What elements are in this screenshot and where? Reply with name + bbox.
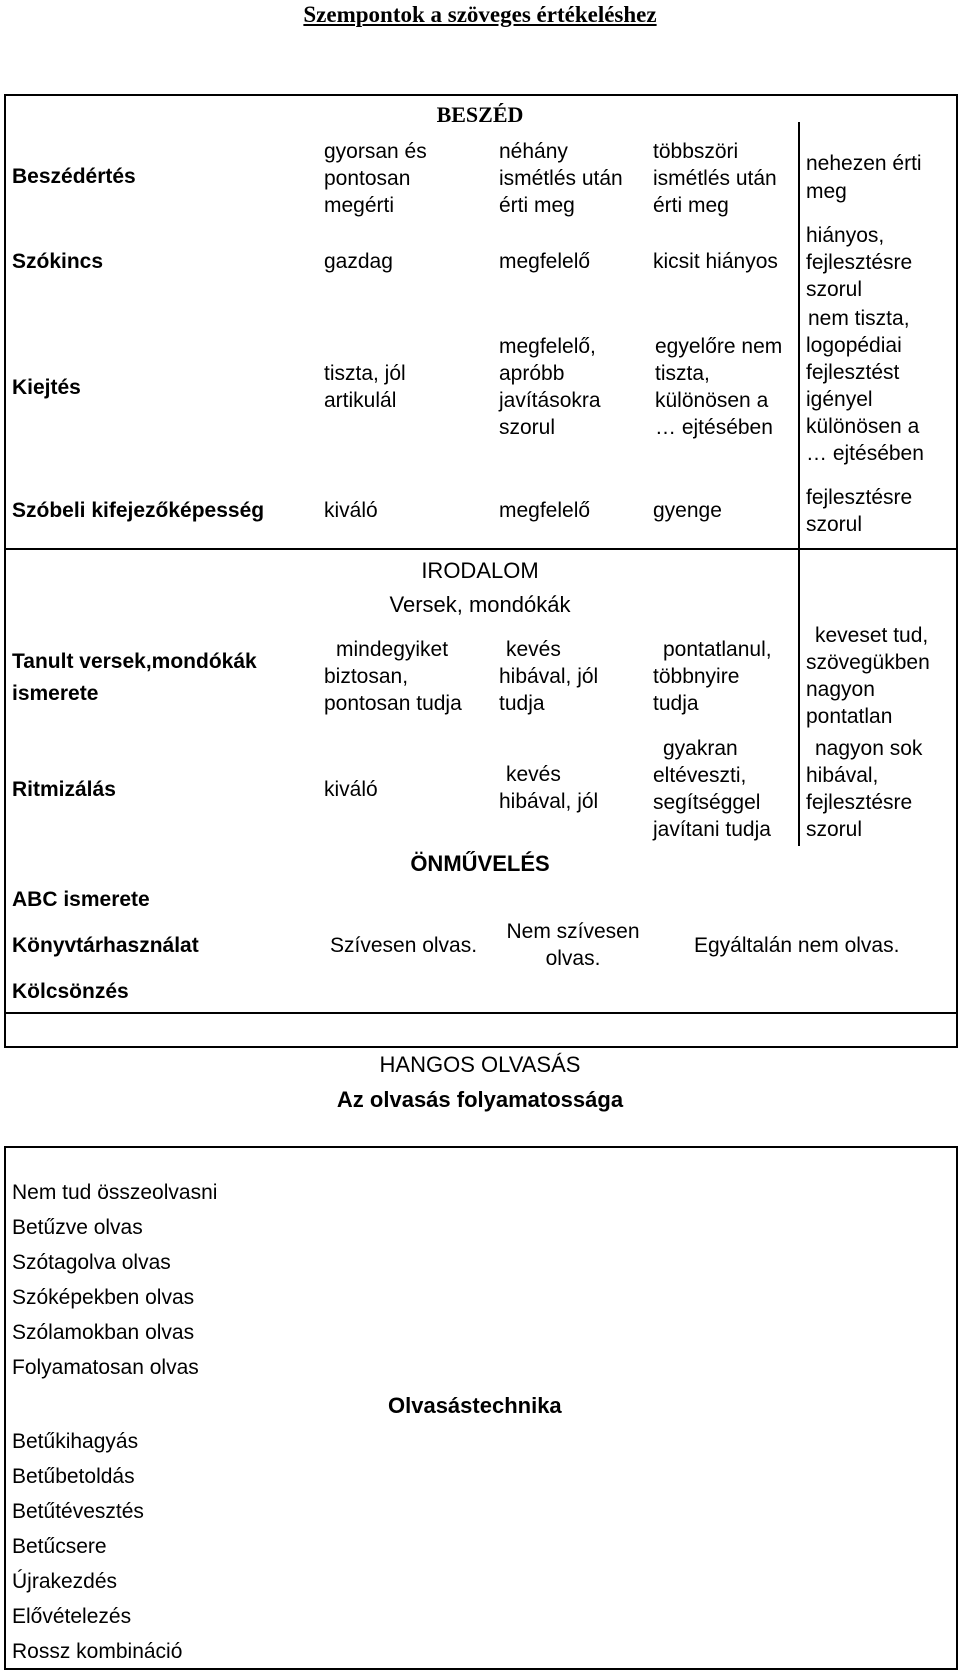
section-heading-beszed: BESZÉD (436, 102, 524, 127)
row-label-szokincs: Szókincs (12, 250, 104, 273)
list-item: Szóképekben olvas (12, 1286, 195, 1309)
szobeli-level-2: megfelelő (499, 499, 591, 522)
szokincs-level-2: megfelelő (499, 250, 591, 273)
row-label-szobeli-kifejezokepesseg: Szóbeli kifejezőképesség (12, 499, 265, 522)
list-item: Elővételezés (12, 1605, 132, 1628)
page-title: Szempontok a szöveges értékeléshez (303, 2, 657, 27)
row-label-kolcsonzes: Kölcsönzés (12, 980, 129, 1003)
onmuveles-level-3: Egyáltalán nem olvas. (694, 934, 900, 957)
list-item: Betűcsere (12, 1535, 107, 1558)
section-heading-onmuveles: ÖNMŰVELÉS (410, 851, 550, 876)
row-label-konyvtarhasznalat: Könyvtárhasználat (12, 934, 199, 957)
list-item: Betűtévesztés (12, 1500, 144, 1523)
ritmizalas-level-1: kiváló (324, 778, 378, 801)
onmuveles-level-1: Szívesen olvas. (330, 934, 478, 957)
szobeli-level-3: gyenge (653, 499, 722, 522)
list-item: Szótagolva olvas (12, 1251, 171, 1274)
row-label-abc-ismerete: ABC ismerete (12, 888, 150, 911)
section-subheading-folyamatossag: Az olvasás folyamatossága (336, 1087, 624, 1112)
row-label-beszedertes: Beszédértés (12, 165, 136, 188)
list-item: Újrakezdés (12, 1570, 118, 1593)
list-item: Betűzve olvas (12, 1216, 143, 1239)
list-item: Nem tud összeolvasni (12, 1181, 218, 1204)
szokincs-level-1: gazdag (324, 250, 393, 273)
row-label-kiejtes: Kiejtés (12, 376, 81, 399)
section-subheading-versek: Versek, mondókák (389, 592, 571, 617)
szobeli-level-1: kiváló (324, 499, 378, 522)
row-label-ritmizalas: Ritmizálás (12, 778, 116, 801)
list-item: Folyamatosan olvas (12, 1356, 199, 1379)
list-item: Rossz kombináció (12, 1640, 183, 1663)
szokincs-level-3: kicsit hiányos (653, 250, 778, 273)
list-item: Betűkihagyás (12, 1430, 139, 1453)
section-heading-hangos-olvasas: HANGOS OLVASÁS (379, 1052, 581, 1077)
section-heading-olvasastechnika: Olvasástechnika (388, 1393, 562, 1418)
list-item: Betűbetoldás (12, 1465, 135, 1488)
list-item: Szólamokban olvas (12, 1321, 195, 1344)
section-heading-irodalom: IRODALOM (421, 558, 539, 583)
